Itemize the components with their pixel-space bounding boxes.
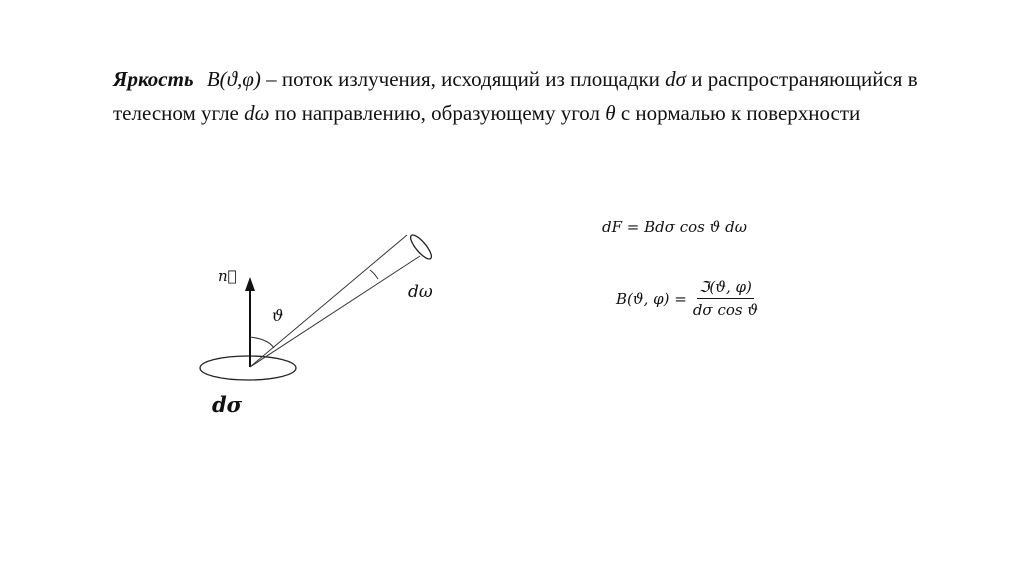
brightness-formula bbox=[616, 278, 760, 319]
cone-end-ellipse bbox=[408, 232, 435, 261]
brightness-formula-lhs: B(ϑ, φ) = bbox=[616, 289, 687, 308]
definition-part-4: с нормалью к поверхности bbox=[615, 101, 861, 125]
theta-angle-label: ϑ bbox=[272, 306, 284, 325]
definition-part-2: и распространяющийся в телесном угле bbox=[113, 67, 918, 125]
definition-term: Яркость bbox=[113, 67, 194, 91]
definition-part-1: – поток излучения, исходящий из площадки bbox=[260, 67, 666, 91]
definition-part-3: по направлению, образующему угол bbox=[269, 101, 606, 125]
brightness-symbol: B(ϑ,φ) bbox=[206, 67, 261, 91]
domega-symbol: dω bbox=[244, 101, 270, 125]
theta-symbol: θ bbox=[605, 101, 616, 125]
definition-text bbox=[113, 62, 973, 130]
brightness-fraction bbox=[691, 278, 760, 319]
brightness-numerator: ℑ(ϑ, φ) bbox=[697, 278, 754, 299]
dsigma-label: dσ bbox=[212, 392, 243, 417]
theta-angle-arc bbox=[250, 337, 274, 348]
surface-element-ellipse bbox=[200, 356, 296, 380]
brightness-denominator: dσ cos ϑ bbox=[692, 301, 759, 319]
normal-arrowhead bbox=[245, 277, 255, 291]
brightness-diagram bbox=[190, 215, 460, 420]
flux-formula: dF = Bdσ cos ϑ dω bbox=[602, 218, 747, 236]
dsigma-symbol: dσ bbox=[665, 67, 687, 91]
normal-label: n⃗ bbox=[218, 267, 237, 285]
domega-label: dω bbox=[408, 282, 433, 302]
domega-angle-arc bbox=[370, 270, 378, 279]
